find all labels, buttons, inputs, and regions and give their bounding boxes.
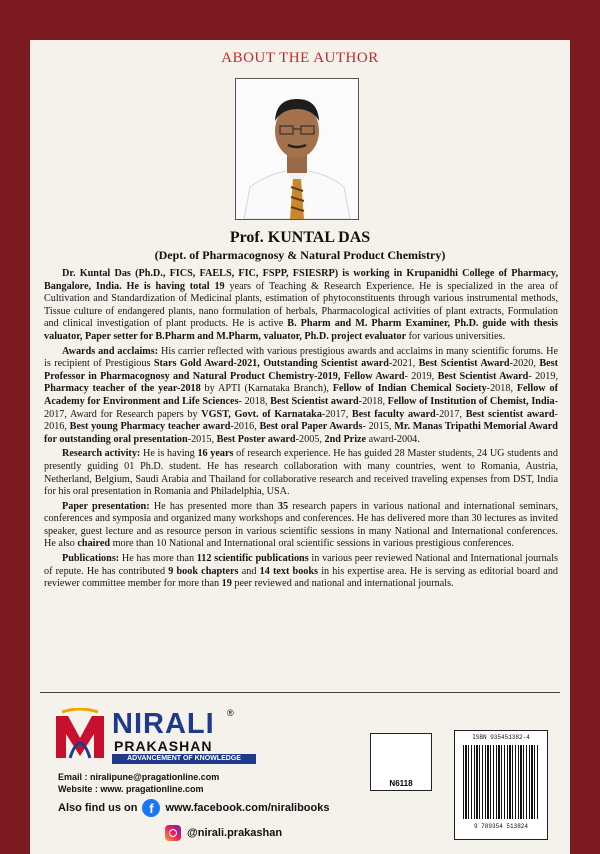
bio-text: more than 10 National and International oral scientific sessions in various prestigious conferences. [110, 538, 515, 550]
bio-presentations [44, 501, 558, 551]
bio-text: Fellow of Indian Chemical Society [332, 383, 487, 395]
bio-text: Best oral Paper Awards [259, 421, 363, 433]
bio-text: 112 scientific publications [196, 553, 309, 565]
bio-text: -2021, [388, 358, 419, 370]
facebook-row [58, 797, 329, 819]
back-cover [30, 40, 570, 854]
bio-text: for various universities. [406, 330, 506, 342]
logo-name: NIRALI [112, 708, 215, 740]
book-code-box [370, 733, 432, 791]
barcode-icon [463, 745, 539, 819]
bio-text: Best Scientist Award [418, 358, 510, 370]
publisher-logo [52, 708, 257, 762]
logo-subname: PRAKASHAN [114, 738, 213, 754]
bio-text: Dr. Kuntal Das (Ph.D., FICS, FAELS, FIC, FSPP, FSIESRP) is working in Krupanidhi College of Pharmacy, Bangalore, India. He is having total [44, 268, 558, 292]
bio-text: His carrier reflected with various prestigious awards and acclaims in many scientific forums. He is recipient of Prestigious [44, 345, 558, 370]
bio-text: -2017, [321, 408, 352, 420]
bio-awards [44, 346, 558, 447]
bio-text: Pharmacy teacher of the year-2018 [44, 383, 201, 395]
bio-text: by APTI (Karnataka Branch), [200, 383, 333, 395]
bio-text: Best Poster award [216, 433, 296, 445]
bio-text: - 2015, [362, 421, 395, 433]
bio-text: - 2018, [238, 395, 271, 407]
find-us-label: Also find us on [58, 802, 138, 814]
bio-text: Mr. Manas Tripathi Memorial Award for outstanding oral presentation [44, 421, 558, 445]
bio-text: Stars Gold Award-2021, Outstanding Scientist award [153, 358, 389, 370]
bio-text: -2016, [230, 421, 260, 433]
bio-text: chaired [77, 538, 111, 550]
bio-text: 19 [221, 578, 232, 590]
author-biography [44, 268, 558, 593]
bio-text: Best scientist award [465, 408, 555, 420]
bio-text: and [238, 565, 260, 577]
bio-text: 14 text books [259, 565, 319, 577]
bio-text: -2017, Award for Research papers by [44, 395, 558, 420]
barcode-number: 9 789354 513824 [473, 823, 528, 830]
author-department: (Dept. of Pharmacognosy & Natural Product Chemistry) [154, 248, 446, 262]
section-title: ABOUT THE AUTHOR [221, 50, 379, 66]
bio-publications [44, 553, 558, 591]
bio-text: -2017, [435, 408, 466, 420]
bio-text: Best Scientist award [270, 395, 359, 407]
bio-intro [44, 268, 558, 344]
bio-text: peer reviewed and national and international journals. [231, 578, 454, 590]
bio-text: B. Pharm and M. Pharm Examiner, Ph.D. guide with thesis valuator, Paper setter for B.Pharm and M.Pharm, valuator, Ph.D. project evaluator [44, 318, 558, 342]
bio-text: - 2019, [528, 370, 558, 382]
author-photo [235, 78, 359, 220]
section-heading: Research activity: [62, 448, 141, 460]
bio-text: -2020, [509, 358, 540, 370]
bio-text: 19 [214, 280, 225, 292]
bio-text: -2005, [295, 433, 325, 445]
bio-text: Best Professor in Pharmacognosy and Natural Product Chemistry-2019, Fellow Award [44, 358, 559, 382]
author-name: Prof. KUNTAL DAS [229, 229, 371, 246]
bio-text: VGST, Govt. of Karnataka [201, 408, 322, 420]
bio-text: in his expertise area. He is serving as editorial board and reviewer committee member for more than [44, 565, 559, 590]
bio-text: Best faculty award [351, 408, 436, 420]
email-text[interactable]: Email : niralipune@pragationline.com [58, 772, 220, 782]
website-text[interactable]: Website : www. pragationline.com [58, 784, 204, 794]
bio-text: -2018, [358, 395, 388, 407]
bio-text: -2015, [187, 433, 217, 445]
bio-text: award-2004. [366, 433, 420, 445]
contact-info [58, 771, 219, 795]
bio-text: of research experience. He has guided 28 Master students, 24 UG students and presently guiding 01 Ph.D. student. He has research collaboration with many countries, went to Romania, Austria, Netherland, Belgium, Saudi Arabia and Thailand for collaborative research and received traveling expenses from DST, India for his oral presentation in Romania and Philadelphia, USA. [44, 448, 558, 498]
bio-text: -2018, [486, 383, 517, 395]
facebook-icon: f [142, 799, 160, 817]
bio-text: He has presented more than [149, 500, 278, 512]
bio-text: 9 book chapters [168, 565, 239, 577]
bio-text: in various peer reviewed National and International journals of repute. He has contributed [44, 553, 558, 577]
bio-text: He has more than [119, 553, 197, 565]
isbn-label: ISBN 935451382-4 [472, 734, 530, 741]
bio-text: -2016, [44, 408, 558, 433]
bio-text: He is having [140, 448, 198, 460]
isbn-box [454, 730, 548, 840]
bio-text: Best young Pharmacy teacher award [69, 421, 231, 433]
divider [40, 692, 560, 693]
bio-text: - 2019, [404, 370, 438, 382]
book-code: N6118 [389, 779, 413, 788]
instagram-row [165, 823, 282, 843]
bio-text: Best Scientist Award [437, 370, 529, 382]
bio-text: years of Teaching & Research Experience. He is specialized in the area of Cultivation and Standardization of Medicinal plants, estimation of phytoconstituents through various instrumental methods, Tissue culture of endangered plants, nano formulation of herbals, Pharmacological activities of plant extracts, Formulation and clinical investigation of plant products. He is active [44, 280, 559, 330]
logo-tagline: ADVANCEMENT OF KNOWLEDGE [112, 754, 256, 764]
bio-text: Fellow of Academy for Environment and Life Sciences [44, 383, 558, 407]
bio-text: research papers in various national and international seminars, conferences and symposia and organized many workshops and conferences. He has delivered more than 30 lectures as invited speaker, guest lecture and as resource person in various scientific sessions in many National and International conferences. He also [44, 500, 558, 550]
bio-text: 35 [277, 500, 289, 512]
instagram-icon [165, 825, 181, 841]
section-heading: Publications: [62, 553, 120, 565]
bio-text: Fellow of Institution of Chemist, India [387, 395, 555, 407]
bio-text: 16 years [197, 448, 234, 460]
section-heading: Paper presentation: [62, 500, 150, 512]
bio-text: 2nd Prize [324, 433, 367, 445]
instagram-link[interactable]: @nirali.prakashan [187, 827, 283, 839]
registered-mark: ® [227, 708, 234, 718]
facebook-link[interactable]: www.facebook.com/niralibooks [165, 802, 330, 814]
bio-research [44, 448, 558, 498]
section-heading: Awards and acclaims: [62, 345, 159, 357]
logo-mark-icon [52, 708, 108, 764]
